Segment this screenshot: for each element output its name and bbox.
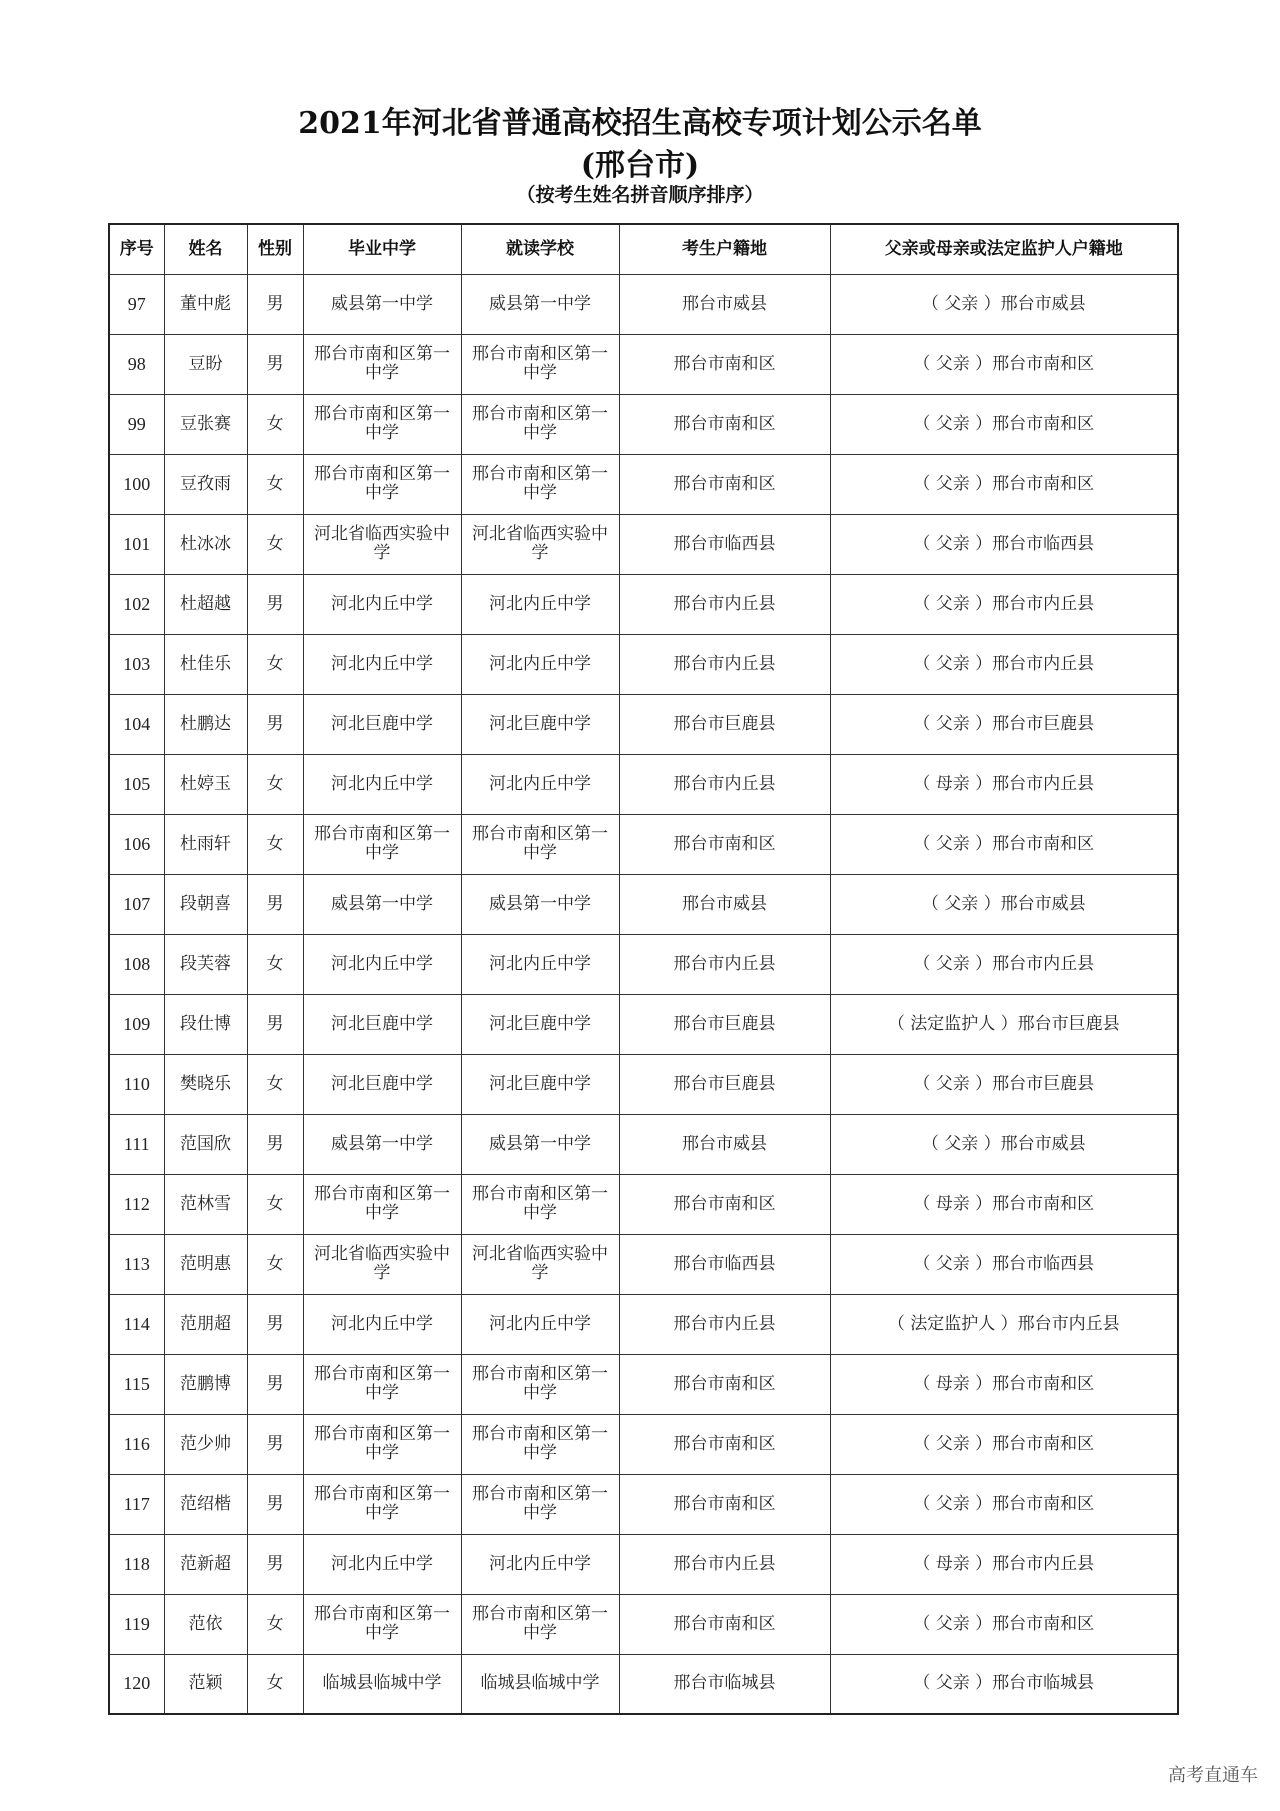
cell-hukou: 邢台市南和区 [619,334,830,394]
cell-current-school: 河北内丘中学 [461,934,619,994]
cell-guardian-hukou: （ 父亲 ）邢台市内丘县 [830,934,1178,994]
table-row [109,634,1178,694]
cell-guardian-hukou: （ 法定监护人 ）邢台市巨鹿县 [830,994,1178,1054]
cell-gender: 女 [247,1654,303,1714]
cell-no: 112 [109,1174,164,1234]
roster-table [108,223,1179,1715]
cell-gender: 男 [247,1414,303,1474]
cell-current-school: 临城县临城中学 [461,1654,619,1714]
cell-gender: 男 [247,334,303,394]
cell-grad-school: 邢台市南和区第一中学 [303,1594,461,1654]
table-row [109,754,1178,814]
cell-current-school: 河北内丘中学 [461,1534,619,1594]
cell-current-school: 河北巨鹿中学 [461,694,619,754]
cell-no: 102 [109,574,164,634]
cell-current-school: 河北巨鹿中学 [461,1054,619,1114]
table-row [109,1534,1178,1594]
cell-current-school: 邢台市南和区第一中学 [461,1474,619,1534]
cell-gender: 女 [247,1054,303,1114]
cell-name: 范朋超 [164,1294,247,1354]
cell-current-school: 威县第一中学 [461,1114,619,1174]
cell-current-school: 邢台市南和区第一中学 [461,454,619,514]
col-header-grad-school: 毕业中学 [303,224,461,274]
cell-no: 105 [109,754,164,814]
cell-current-school: 河北内丘中学 [461,574,619,634]
table-row [109,454,1178,514]
cell-gender: 女 [247,1174,303,1234]
cell-name: 范明惠 [164,1234,247,1294]
cell-name: 豆张赛 [164,394,247,454]
col-header-guardian-hukou: 父亲或母亲或法定监护人户籍地 [830,224,1178,274]
cell-no: 98 [109,334,164,394]
table-row [109,814,1178,874]
cell-guardian-hukou: （ 父亲 ）邢台市巨鹿县 [830,694,1178,754]
cell-name: 董中彪 [164,274,247,334]
cell-guardian-hukou: （ 父亲 ）邢台市南和区 [830,1594,1178,1654]
cell-hukou: 邢台市南和区 [619,1354,830,1414]
cell-guardian-hukou: （ 父亲 ）邢台市临城县 [830,1654,1178,1714]
cell-guardian-hukou: （ 母亲 ）邢台市南和区 [830,1174,1178,1234]
cell-hukou: 邢台市内丘县 [619,934,830,994]
cell-no: 118 [109,1534,164,1594]
cell-name: 段仕博 [164,994,247,1054]
cell-gender: 女 [247,1234,303,1294]
cell-current-school: 邢台市南和区第一中学 [461,814,619,874]
cell-no: 108 [109,934,164,994]
cell-name: 范少帅 [164,1414,247,1474]
cell-current-school: 河北巨鹿中学 [461,994,619,1054]
cell-guardian-hukou: （ 法定监护人 ）邢台市内丘县 [830,1294,1178,1354]
cell-no: 116 [109,1414,164,1474]
table-row [109,1054,1178,1114]
cell-current-school: 邢台市南和区第一中学 [461,334,619,394]
cell-name: 杜鹏达 [164,694,247,754]
cell-no: 120 [109,1654,164,1714]
col-header-name: 姓名 [164,224,247,274]
table-row [109,1414,1178,1474]
cell-no: 109 [109,994,164,1054]
cell-gender: 女 [247,754,303,814]
cell-grad-school: 河北内丘中学 [303,1534,461,1594]
table-row [109,874,1178,934]
cell-hukou: 邢台市南和区 [619,1594,830,1654]
cell-current-school: 河北省临西实验中学 [461,514,619,574]
cell-name: 杜佳乐 [164,634,247,694]
cell-hukou: 邢台市内丘县 [619,634,830,694]
table-row [109,1474,1178,1534]
cell-guardian-hukou: （ 母亲 ）邢台市内丘县 [830,754,1178,814]
cell-gender: 女 [247,634,303,694]
cell-grad-school: 邢台市南和区第一中学 [303,1474,461,1534]
cell-no: 97 [109,274,164,334]
cell-no: 114 [109,1294,164,1354]
cell-current-school: 河北内丘中学 [461,1294,619,1354]
cell-guardian-hukou: （ 父亲 ）邢台市南和区 [830,1414,1178,1474]
col-header-no: 序号 [109,224,164,274]
cell-hukou: 邢台市内丘县 [619,754,830,814]
cell-grad-school: 威县第一中学 [303,274,461,334]
cell-guardian-hukou: （ 父亲 ）邢台市威县 [830,874,1178,934]
cell-no: 119 [109,1594,164,1654]
cell-guardian-hukou: （ 母亲 ）邢台市南和区 [830,1354,1178,1414]
cell-current-school: 邢台市南和区第一中学 [461,1594,619,1654]
cell-name: 范国欣 [164,1114,247,1174]
cell-hukou: 邢台市南和区 [619,454,830,514]
cell-no: 106 [109,814,164,874]
cell-no: 113 [109,1234,164,1294]
cell-name: 杜超越 [164,574,247,634]
cell-hukou: 邢台市内丘县 [619,1294,830,1354]
cell-hukou: 邢台市临城县 [619,1654,830,1714]
cell-gender: 女 [247,934,303,994]
cell-hukou: 邢台市内丘县 [619,1534,830,1594]
cell-gender: 女 [247,394,303,454]
cell-guardian-hukou: （ 父亲 ）邢台市南和区 [830,394,1178,454]
cell-current-school: 威县第一中学 [461,874,619,934]
cell-no: 110 [109,1054,164,1114]
cell-hukou: 邢台市内丘县 [619,574,830,634]
table-row [109,1354,1178,1414]
cell-name: 范新超 [164,1534,247,1594]
header-row [109,224,1178,274]
cell-gender: 男 [247,1474,303,1534]
cell-hukou: 邢台市临西县 [619,1234,830,1294]
cell-name: 范颖 [164,1654,247,1714]
cell-grad-school: 邢台市南和区第一中学 [303,814,461,874]
table-row [109,1114,1178,1174]
cell-guardian-hukou: （ 父亲 ）邢台市南和区 [830,1474,1178,1534]
page-title: 2021年河北省普通高校招生高校专项计划公示名单 [298,106,982,141]
cell-no: 107 [109,874,164,934]
cell-gender: 男 [247,874,303,934]
city-subtitle: (邢台市) [580,148,700,183]
cell-gender: 女 [247,454,303,514]
cell-current-school: 河北内丘中学 [461,634,619,694]
col-header-gender: 性别 [247,224,303,274]
cell-name: 范鹏博 [164,1354,247,1414]
cell-name: 杜婷玉 [164,754,247,814]
table-row [109,1594,1178,1654]
cell-grad-school: 河北省临西实验中学 [303,1234,461,1294]
cell-grad-school: 邢台市南和区第一中学 [303,1174,461,1234]
col-header-hukou: 考生户籍地 [619,224,830,274]
cell-grad-school: 河北内丘中学 [303,934,461,994]
cell-no: 103 [109,634,164,694]
cell-guardian-hukou: （ 父亲 ）邢台市临西县 [830,1234,1178,1294]
cell-no: 111 [109,1114,164,1174]
cell-current-school: 河北内丘中学 [461,754,619,814]
cell-hukou: 邢台市威县 [619,874,830,934]
cell-grad-school: 邢台市南和区第一中学 [303,1354,461,1414]
cell-guardian-hukou: （ 父亲 ）邢台市内丘县 [830,634,1178,694]
cell-current-school: 邢台市南和区第一中学 [461,1174,619,1234]
cell-grad-school: 河北内丘中学 [303,754,461,814]
cell-name: 豆盼 [164,334,247,394]
cell-guardian-hukou: （ 母亲 ）邢台市内丘县 [830,1534,1178,1594]
cell-grad-school: 河北巨鹿中学 [303,994,461,1054]
cell-grad-school: 河北内丘中学 [303,574,461,634]
cell-gender: 男 [247,694,303,754]
cell-grad-school: 河北内丘中学 [303,634,461,694]
cell-guardian-hukou: （ 父亲 ）邢台市南和区 [830,454,1178,514]
cell-hukou: 邢台市南和区 [619,814,830,874]
cell-hukou: 邢台市威县 [619,1114,830,1174]
cell-current-school: 邢台市南和区第一中学 [461,394,619,454]
cell-gender: 男 [247,1354,303,1414]
cell-guardian-hukou: （ 父亲 ）邢台市巨鹿县 [830,1054,1178,1114]
cell-hukou: 邢台市巨鹿县 [619,1054,830,1114]
cell-name: 范依 [164,1594,247,1654]
cell-hukou: 邢台市巨鹿县 [619,994,830,1054]
table-row [109,334,1178,394]
cell-hukou: 邢台市巨鹿县 [619,694,830,754]
table-row [109,514,1178,574]
cell-name: 段朝喜 [164,874,247,934]
table-body [109,274,1178,1714]
cell-gender: 女 [247,814,303,874]
table-row [109,574,1178,634]
cell-grad-school: 临城县临城中学 [303,1654,461,1714]
cell-no: 104 [109,694,164,754]
cell-name: 范绍楷 [164,1474,247,1534]
cell-name: 杜雨轩 [164,814,247,874]
table-row [109,1174,1178,1234]
sort-note: （按考生姓名拼音顺序排序） [516,184,764,206]
table-row [109,994,1178,1054]
cell-grad-school: 河北巨鹿中学 [303,694,461,754]
cell-guardian-hukou: （ 父亲 ）邢台市内丘县 [830,574,1178,634]
cell-name: 范林雪 [164,1174,247,1234]
cell-gender: 男 [247,574,303,634]
cell-gender: 男 [247,1114,303,1174]
cell-hukou: 邢台市临西县 [619,514,830,574]
cell-no: 100 [109,454,164,514]
cell-name: 樊晓乐 [164,1054,247,1114]
cell-hukou: 邢台市南和区 [619,1174,830,1234]
table-row [109,274,1178,334]
cell-guardian-hukou: （ 父亲 ）邢台市临西县 [830,514,1178,574]
cell-grad-school: 邢台市南和区第一中学 [303,394,461,454]
cell-guardian-hukou: （ 父亲 ）邢台市威县 [830,1114,1178,1174]
table-row [109,934,1178,994]
table-row [109,1294,1178,1354]
table-row [109,694,1178,754]
cell-no: 117 [109,1474,164,1534]
col-header-current-school: 就读学校 [461,224,619,274]
cell-guardian-hukou: （ 父亲 ）邢台市威县 [830,274,1178,334]
cell-grad-school: 威县第一中学 [303,874,461,934]
cell-no: 99 [109,394,164,454]
cell-current-school: 邢台市南和区第一中学 [461,1354,619,1414]
cell-hukou: 邢台市南和区 [619,1474,830,1534]
cell-no: 101 [109,514,164,574]
cell-gender: 男 [247,1534,303,1594]
cell-gender: 女 [247,514,303,574]
cell-hukou: 邢台市威县 [619,274,830,334]
table-row [109,1234,1178,1294]
cell-guardian-hukou: （ 父亲 ）邢台市南和区 [830,814,1178,874]
cell-grad-school: 河北巨鹿中学 [303,1054,461,1114]
cell-gender: 男 [247,1294,303,1354]
cell-gender: 男 [247,274,303,334]
cell-grad-school: 邢台市南和区第一中学 [303,1414,461,1474]
cell-grad-school: 邢台市南和区第一中学 [303,454,461,514]
cell-gender: 女 [247,1594,303,1654]
cell-guardian-hukou: （ 父亲 ）邢台市南和区 [830,334,1178,394]
cell-current-school: 邢台市南和区第一中学 [461,1414,619,1474]
cell-grad-school: 河北省临西实验中学 [303,514,461,574]
cell-no: 115 [109,1354,164,1414]
cell-current-school: 河北省临西实验中学 [461,1234,619,1294]
cell-grad-school: 河北内丘中学 [303,1294,461,1354]
cell-current-school: 威县第一中学 [461,274,619,334]
cell-name: 豆孜雨 [164,454,247,514]
cell-name: 杜冰冰 [164,514,247,574]
table-row [109,1654,1178,1714]
cell-name: 段芙蓉 [164,934,247,994]
cell-gender: 男 [247,994,303,1054]
cell-grad-school: 邢台市南和区第一中学 [303,334,461,394]
cell-hukou: 邢台市南和区 [619,1414,830,1474]
cell-grad-school: 威县第一中学 [303,1114,461,1174]
table-row [109,394,1178,454]
watermark-logo-text: 高考直通车 [1168,1765,1258,1786]
cell-hukou: 邢台市南和区 [619,394,830,454]
